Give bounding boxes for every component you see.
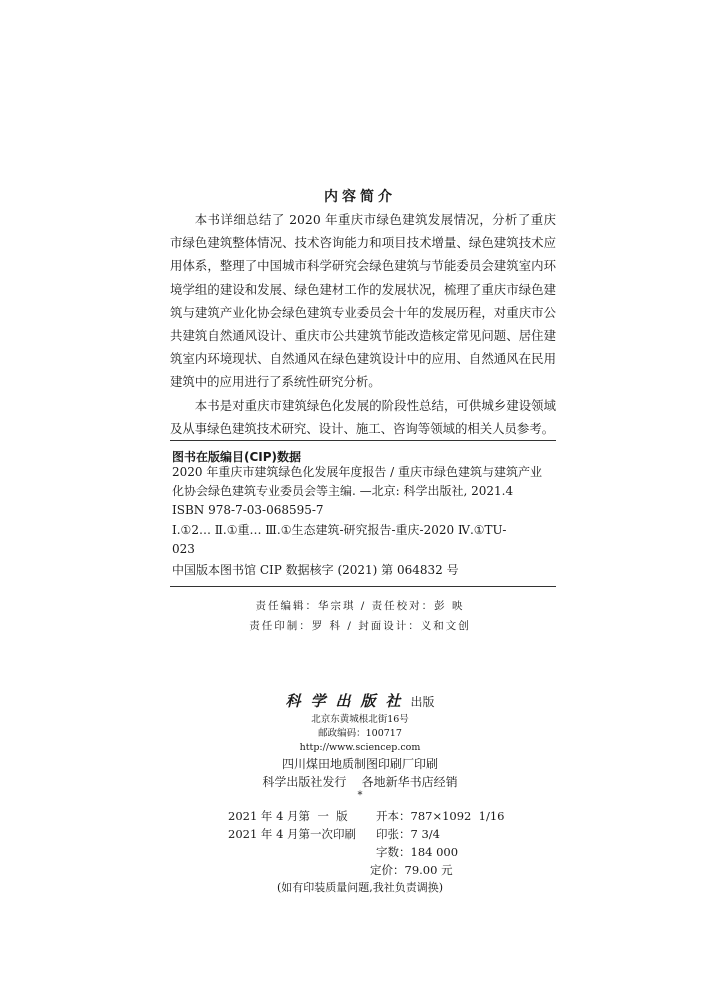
sheets-text: 印张：7 3/4 (376, 827, 440, 841)
cip-record-number: 中国版本图书馆 CIP 数据核字 (2021) 第 064832 号 (172, 563, 459, 577)
spec-row-1 (228, 808, 528, 824)
cip-classification-line-2: 023 (172, 542, 195, 556)
distribution-line: 科学出版社发行 各地新华书店经销 (262, 775, 458, 789)
intro-paragraph-2: 本书是对重庆市建筑绿色化发展的阶段性总结，可供城乡建设领域及从事绿色建筑技术研究、设计、施工、咨询等领域的相关人员参考。 (170, 397, 556, 436)
publisher-postcode: 邮政编码：100717 (318, 728, 402, 739)
editors-line-2: 责任印制：罗 科 / 封面设计：义和文创 (249, 620, 471, 632)
edition-text: 2021 年 4 月第 一 版 (228, 809, 348, 823)
intro-title: 内容简介 (324, 189, 396, 205)
publisher-suffix: 出版 (410, 695, 435, 709)
separator-star: * (357, 790, 363, 801)
spec-row-2 (228, 826, 528, 842)
publisher-url: http://www.sciencep.com (299, 742, 421, 753)
publisher-logo: 科学出版社 (285, 692, 411, 710)
cip-top-rule (170, 440, 556, 441)
editors-line-1: 责任编辑：华宗琪 / 责任校对：彭 映 (255, 600, 465, 612)
cip-title-line-1: 2020 年重庆市建筑绿色化发展年度报告 / 重庆市绿色建筑与建筑产业 (172, 465, 543, 479)
cip-isbn: ISBN 978-7-03-068595-7 (172, 503, 324, 517)
cip-heading: 图书在版编目(CIP)数据 (172, 450, 302, 464)
printing-text: 2021 年 4 月第一次印刷 (228, 827, 357, 841)
intro-body (170, 208, 556, 440)
cip-classification-line-1: Ⅰ.①2… Ⅱ.①重… Ⅲ.①生态建筑-研究报告-重庆-2020 Ⅳ.①TU- (172, 523, 507, 537)
publisher-address: 北京东黄城根北街16号 (311, 714, 409, 725)
format-text: 开本：787×1092 1/16 (376, 809, 505, 823)
publisher-line (0, 690, 720, 711)
printer-line: 四川煤田地质制图印刷厂印刷 (281, 757, 438, 771)
price-text: 定价：79.00 元 (370, 863, 453, 877)
cip-bottom-rule (170, 586, 556, 587)
quality-note: (如有印装质量问题,我社负责调换) (276, 881, 444, 894)
cip-title-line-2: 化协会绿色建筑专业委员会等主编. —北京: 科学出版社, 2021.4 (172, 484, 514, 498)
words-text: 字数：184 000 (376, 845, 459, 859)
intro-paragraph-1: 本书详细总结了 2020 年重庆市绿色建筑发展情况，分析了重庆市绿色建筑整体情况、技术咨询能力和项目技术增量、绿色建筑技术应用体系，整理了中国城市科学研究会绿色建筑与节能委员会建筑室内环境学组的建设和发展、绿色建材工作的发展状况，梳理了重庆市绿色建筑与建筑产业化协会绿色建筑专业委员会十年的发展历程，对重庆市公共建筑自然通风设计、重庆市公共建筑节能改造核定常见问题、居住建筑室内环境现状、自然通风在绿色建筑设计中的应用、自然通风在民用建筑中的应用进行了系统性研究分析。 (170, 212, 556, 390)
